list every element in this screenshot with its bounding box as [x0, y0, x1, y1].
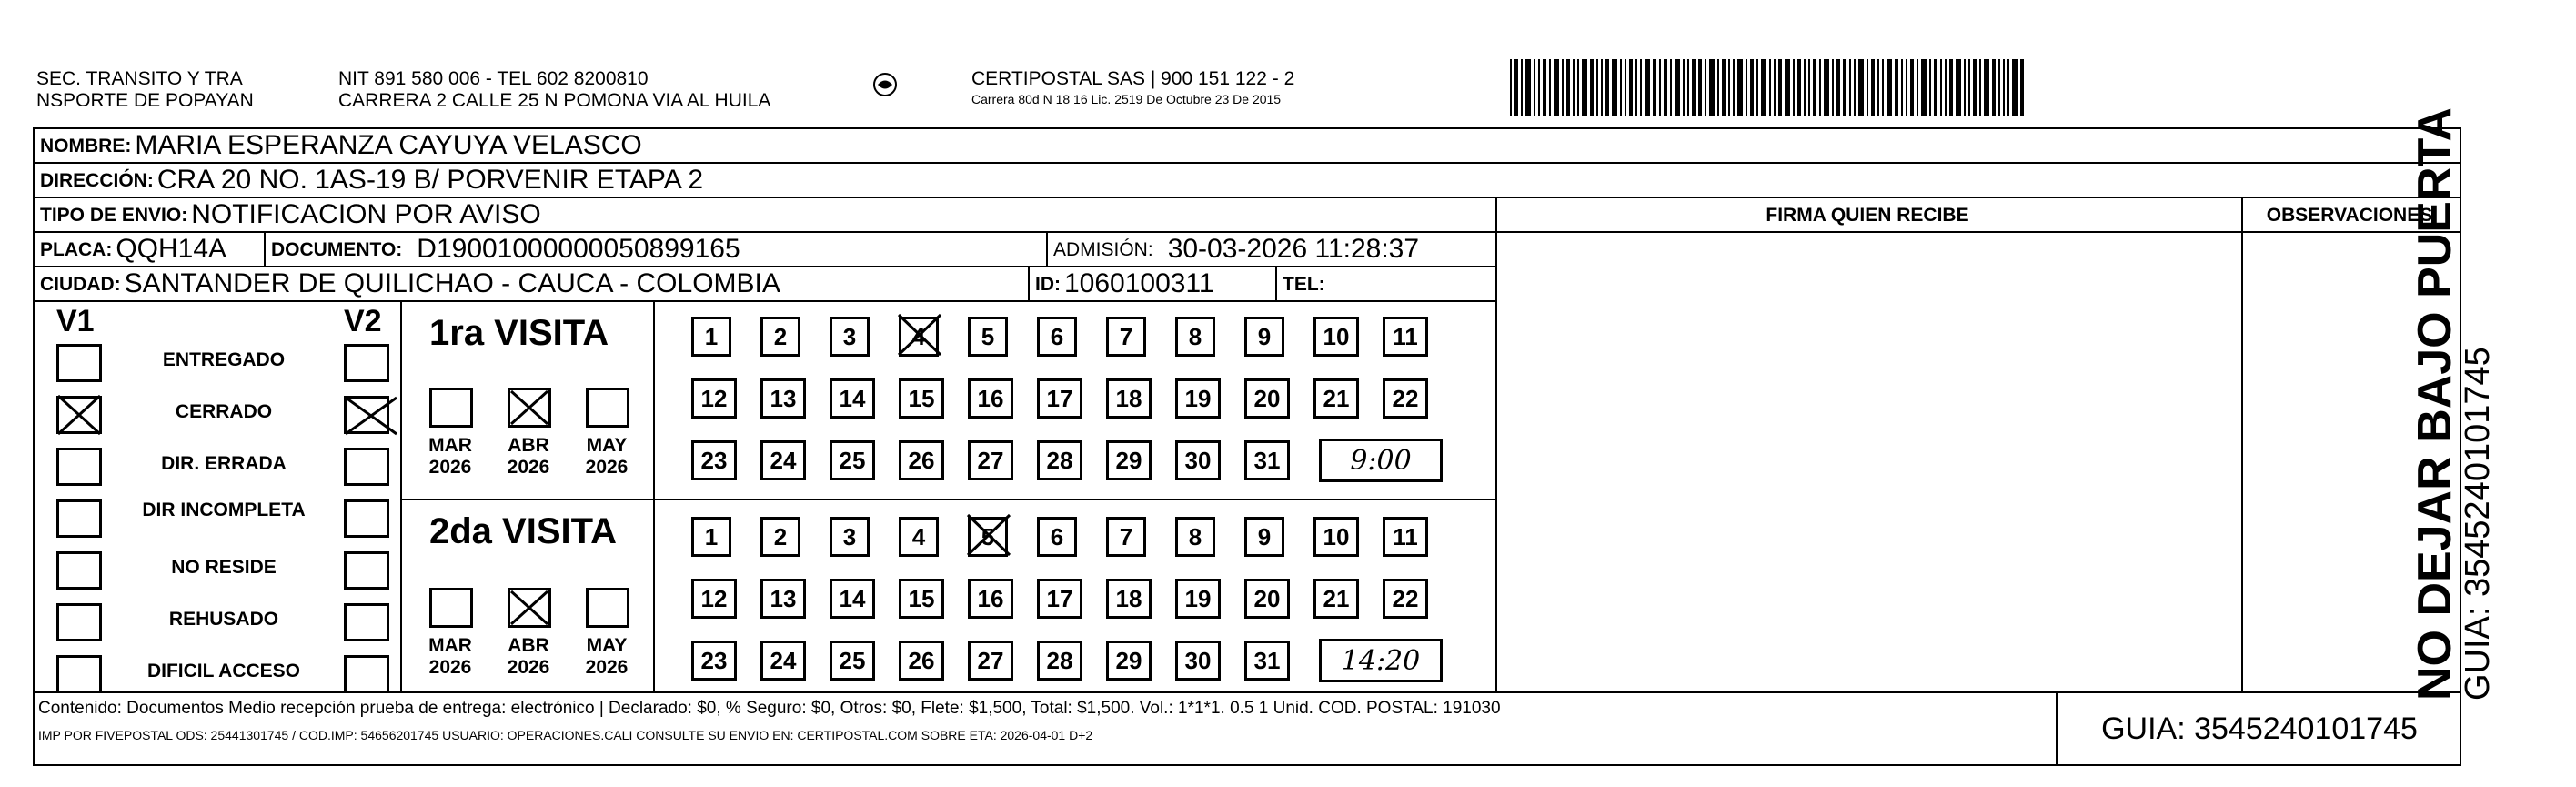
visit2-month-box-abr[interactable] [508, 588, 551, 628]
visit1-day-26[interactable]: 26 [899, 440, 944, 480]
tel-row [1275, 266, 1497, 302]
v2-checkbox-entregado[interactable] [344, 344, 389, 382]
visit1-month-box-mar[interactable] [429, 388, 473, 428]
visit2-day-3[interactable]: 3 [830, 517, 870, 557]
visit1-month-label-may: MAY 2026 [585, 435, 629, 478]
documento-value: D19001000000050899165 [417, 234, 740, 264]
visit2-day-9[interactable]: 9 [1244, 517, 1284, 557]
carrier-logo [871, 71, 899, 98]
status-label-no-reside: NO RESIDE [171, 557, 277, 578]
v1-checkbox-no-reside[interactable] [56, 551, 102, 590]
visit2-day-17[interactable]: 17 [1037, 579, 1082, 619]
visit2-day-20[interactable]: 20 [1244, 579, 1290, 619]
placa-value: QQH14A [116, 234, 227, 264]
direccion-label: DIRECCIÓN: [40, 169, 154, 191]
visit2-month-box-mar[interactable] [429, 588, 473, 628]
visit1-time[interactable]: 9:00 [1319, 439, 1443, 482]
carrier-info: CERTIPOSTAL SAS | 900 151 122 - 2 Carrera 80d N 18 16 Lic. 2519 De Octubre 23 De 2015 [971, 68, 1295, 106]
v2-checkbox-no-reside[interactable] [344, 551, 389, 590]
visit1-month-box-abr[interactable] [508, 388, 551, 428]
v2-checkbox-dificil-acceso[interactable] [344, 655, 389, 693]
visit2-day-14[interactable]: 14 [830, 579, 875, 619]
visit1-day-15[interactable]: 15 [899, 378, 944, 419]
visit1-day-30[interactable]: 30 [1175, 440, 1221, 480]
visit1-day-19[interactable]: 19 [1175, 378, 1221, 419]
admision-row [1046, 231, 1497, 267]
direccion-row [33, 162, 2461, 198]
barcode [1510, 59, 2238, 116]
footer-guia: GUIA: 3545240101745 [2056, 691, 2461, 766]
visit2-time[interactable]: 14:20 [1319, 639, 1443, 682]
visit2-title: 2da VISITA [429, 511, 617, 551]
visit1-day-12[interactable]: 12 [691, 378, 737, 419]
direccion-value: CRA 20 NO. 1AS-19 B/ PORVENIR ETAPA 2 [156, 165, 704, 195]
visit2-day-5[interactable]: 5 [968, 517, 1008, 557]
visit1-day-22[interactable]: 22 [1383, 378, 1428, 419]
visit2-day-24[interactable]: 24 [760, 641, 806, 681]
v1-checkbox-dir-incompleta[interactable] [56, 499, 102, 538]
admision-value: 30-03-2026 11:28:37 [1167, 234, 1420, 264]
visit2-day-6[interactable]: 6 [1037, 517, 1077, 557]
visit1-day-4[interactable]: 4 [899, 317, 939, 357]
ciudad-label: CIUDAD: [40, 273, 121, 295]
visit2-day-29[interactable]: 29 [1106, 641, 1152, 681]
v2-checkbox-dir-incompleta[interactable] [344, 499, 389, 538]
side-guia: GUIA: 3545240101745 [2459, 347, 2497, 701]
visit2-day-30[interactable]: 30 [1175, 641, 1221, 681]
side-text [2410, 107, 2496, 701]
visit2-day-27[interactable]: 27 [968, 641, 1013, 681]
visit2-month-box-may[interactable] [586, 588, 629, 628]
documento-row [264, 231, 1048, 267]
visit2-day-16[interactable]: 16 [968, 579, 1013, 619]
tipo-row [33, 197, 1497, 233]
sender-address: NIT 891 580 006 - TEL 602 8200810 CARRERA 2 CALLE 25 N POMONA VIA AL HUILA [338, 68, 771, 111]
visit2-month-label-mar: MAR 2026 [428, 635, 472, 678]
months-divider [653, 300, 655, 693]
v1-checkbox-dir-errada[interactable] [56, 448, 102, 486]
visit2-month-label-may: MAY 2026 [585, 635, 629, 678]
status-label-dificil-acceso: DIFICIL ACCESO [146, 661, 300, 681]
visit2-day-31[interactable]: 31 [1244, 641, 1290, 681]
nombre-label: NOMBRE: [40, 135, 132, 156]
v1-label: V1 [56, 304, 95, 338]
v1-checkbox-cerrado[interactable] [56, 396, 102, 434]
visit2-day-19[interactable]: 19 [1175, 579, 1221, 619]
id-value: 1060100311 [1064, 268, 1214, 298]
visit1-day-7[interactable]: 7 [1106, 317, 1146, 357]
visit2-day-4[interactable]: 4 [899, 517, 939, 557]
visit-divider [400, 499, 1497, 500]
visit2-day-2[interactable]: 2 [760, 517, 800, 557]
visit1-day-29[interactable]: 29 [1106, 440, 1152, 480]
visit1-day-8[interactable]: 8 [1175, 317, 1215, 357]
visit1-day-20[interactable]: 20 [1244, 378, 1290, 419]
v2-label: V2 [344, 304, 382, 338]
placa-row [33, 231, 266, 267]
visit1-day-13[interactable]: 13 [760, 378, 806, 419]
sender-name: SEC. TRANSITO Y TRA NSPORTE DE POPAYAN [36, 68, 254, 111]
visit2-day-25[interactable]: 25 [830, 641, 875, 681]
ciudad-value: SANTANDER DE QUILICHAO - CAUCA - COLOMBIA [124, 268, 780, 298]
v2-checkbox-rehusado[interactable] [344, 603, 389, 641]
v1-checkbox-entregado[interactable] [56, 344, 102, 382]
visit2-day-7[interactable]: 7 [1106, 517, 1146, 557]
nombre-value: MARIA ESPERANZA CAYUYA VELASCO [135, 130, 642, 160]
id-row [1028, 266, 1277, 302]
visit2-day-15[interactable]: 15 [899, 579, 944, 619]
visit1-day-6[interactable]: 6 [1037, 317, 1077, 357]
footer-imp: IMP POR FIVEPOSTAL ODS: 25441301745 / COD.IMP: 54656201745 USUARIO: OPERACIONES.CALI CONSULTE SU ENVIO EN: CERTIPOSTAL.COM SOBRE ETA: 2026-04-01 D+2 [38, 728, 1093, 742]
tipo-label: TIPO DE ENVIO: [40, 204, 188, 226]
visit1-month-label-mar: MAR 2026 [428, 435, 472, 478]
visit1-title: 1ra VISITA [429, 313, 609, 353]
status-label-cerrado: CERRADO [175, 401, 273, 422]
visit1-day-1[interactable]: 1 [691, 317, 731, 357]
visit2-day-18[interactable]: 18 [1106, 579, 1152, 619]
status-divider [400, 300, 402, 693]
visit1-day-3[interactable]: 3 [830, 317, 870, 357]
visit1-month-box-may[interactable] [586, 388, 629, 428]
placa-label: PLACA: [40, 238, 113, 260]
firma-header: FIRMA QUIEN RECIBE [1495, 197, 2243, 233]
visit1-day-24[interactable]: 24 [760, 440, 806, 480]
status-label-dir-incompleta: DIR INCOMPLETA [142, 499, 306, 520]
visit1-day-10[interactable]: 10 [1313, 317, 1359, 357]
visit2-day-8[interactable]: 8 [1175, 517, 1215, 557]
v2-checkbox-dir-errada[interactable] [344, 448, 389, 486]
visit1-month-label-abr: ABR 2026 [507, 435, 550, 478]
visit1-day-14[interactable]: 14 [830, 378, 875, 419]
visit2-day-21[interactable]: 21 [1313, 579, 1359, 619]
visit2-day-28[interactable]: 28 [1037, 641, 1082, 681]
visit2-day-11[interactable]: 11 [1383, 517, 1428, 557]
admision-label: ADMISIÓN: [1053, 238, 1153, 260]
status-label-entregado: ENTREGADO [162, 349, 286, 370]
visit2-day-22[interactable]: 22 [1383, 579, 1428, 619]
v2-checkbox-cerrado[interactable] [344, 396, 389, 434]
observaciones-header: OBSERVACIONES [2241, 197, 2461, 233]
visit2-day-10[interactable]: 10 [1313, 517, 1359, 557]
visit2-day-1[interactable]: 1 [691, 517, 731, 557]
visit2-day-23[interactable]: 23 [691, 641, 737, 681]
visit2-month-label-abr: ABR 2026 [507, 635, 550, 678]
visit1-day-25[interactable]: 25 [830, 440, 875, 480]
visit1-day-31[interactable]: 31 [1244, 440, 1290, 480]
side-instruction: NO DEJAR BAJO PUERTA [2409, 106, 2461, 701]
visit1-day-23[interactable]: 23 [691, 440, 737, 480]
status-label-dir-errada: DIR. ERRADA [161, 453, 287, 474]
footer-content: Contenido: Documentos Medio recepción prueba de entrega: electrónico | Declarado: $0, % Seguro: $0, Otros: $0, Flete: $1,500, Total: $1,500. Vol.: 1*1*1. 0.5 1 Unid. COD. POSTAL: 191030 [38, 699, 1501, 718]
visit2-day-26[interactable]: 26 [899, 641, 944, 681]
firma-area[interactable] [1497, 233, 2239, 691]
visit1-day-18[interactable]: 18 [1106, 378, 1152, 419]
tel-label: TEL: [1283, 273, 1325, 295]
v1-checkbox-rehusado[interactable] [56, 603, 102, 641]
visit1-day-2[interactable]: 2 [760, 317, 800, 357]
visit1-day-16[interactable]: 16 [968, 378, 1013, 419]
visit1-day-9[interactable]: 9 [1244, 317, 1284, 357]
tipo-value: NOTIFICACION POR AVISO [191, 199, 541, 229]
visit2-day-12[interactable]: 12 [691, 579, 737, 619]
visit1-day-17[interactable]: 17 [1037, 378, 1082, 419]
id-label: ID: [1035, 273, 1061, 295]
visit1-day-21[interactable]: 21 [1313, 378, 1359, 419]
visit2-day-13[interactable]: 13 [760, 579, 806, 619]
status-label-rehusado: REHUSADO [168, 609, 279, 630]
visit1-day-5[interactable]: 5 [968, 317, 1008, 357]
visit1-day-27[interactable]: 27 [968, 440, 1013, 480]
ciudad-row [33, 266, 1030, 302]
nombre-row [33, 127, 2461, 164]
visit1-day-28[interactable]: 28 [1037, 440, 1082, 480]
visit1-day-11[interactable]: 11 [1383, 317, 1428, 357]
v1-checkbox-dificil-acceso[interactable] [56, 655, 102, 693]
documento-label: DOCUMENTO: [271, 238, 403, 260]
